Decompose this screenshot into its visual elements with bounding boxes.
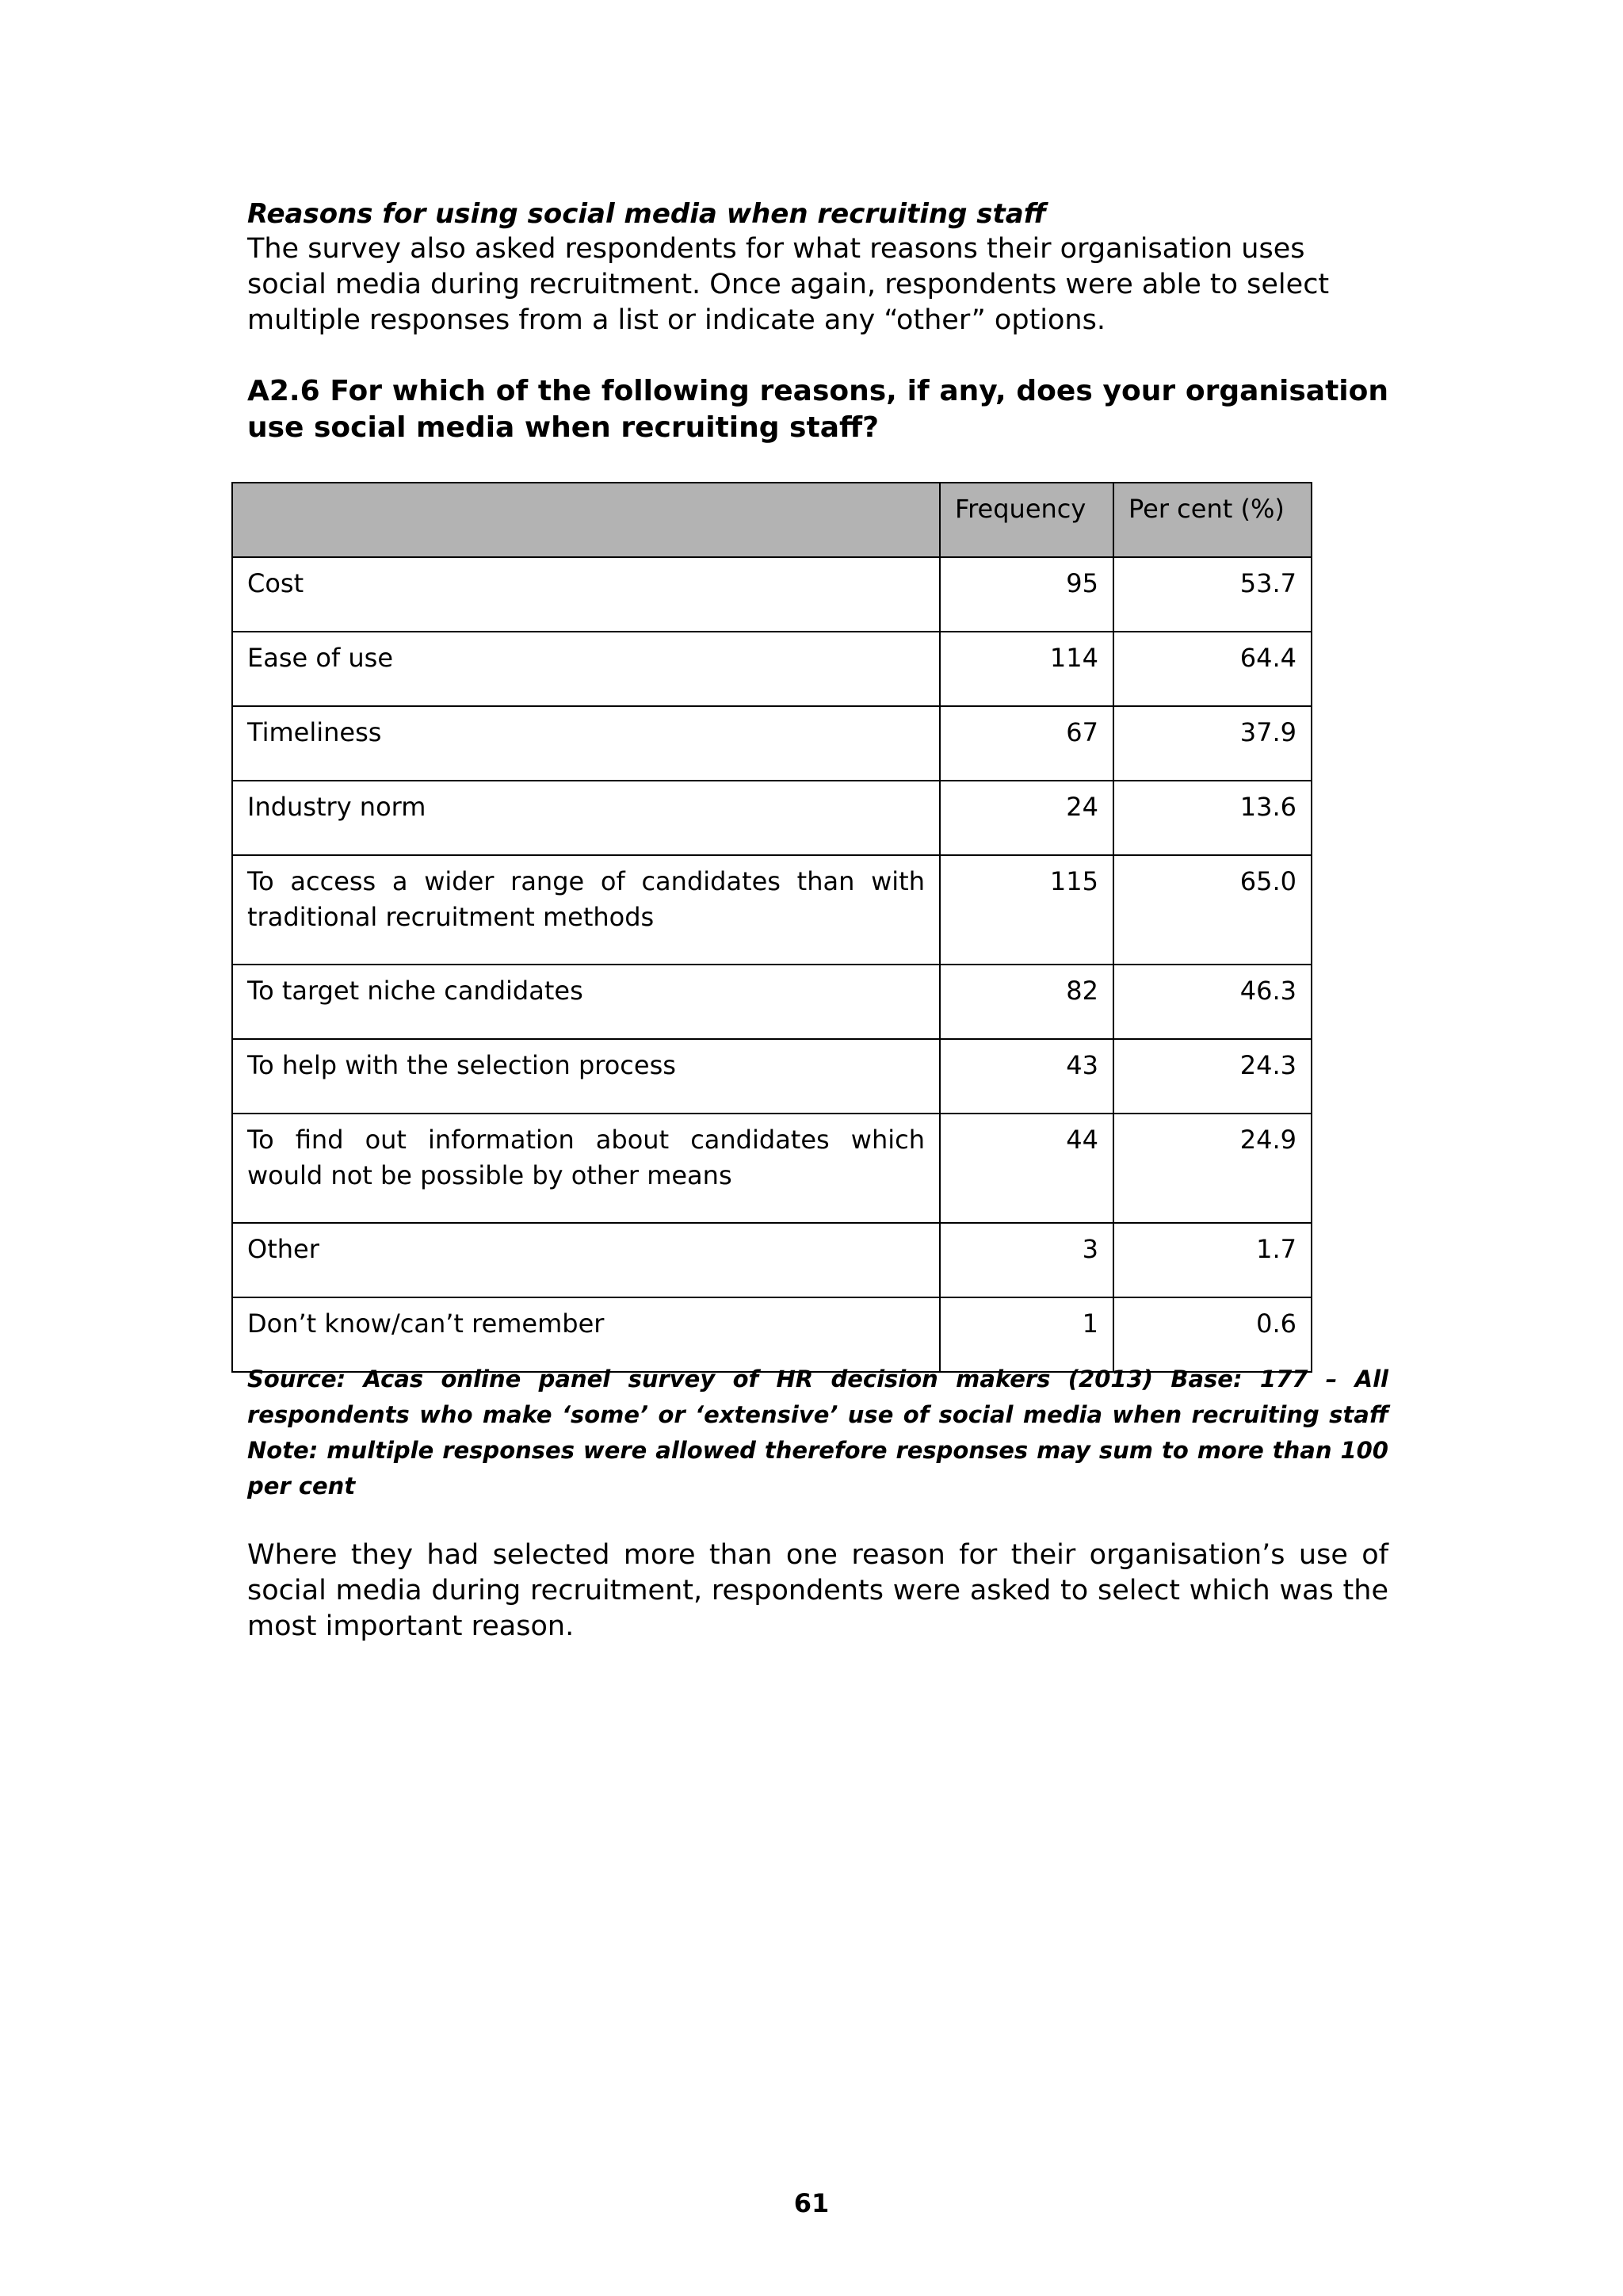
row-label: Cost xyxy=(232,557,940,632)
row-percent: 24.3 xyxy=(1113,1039,1312,1114)
closing-paragraph: Where they had selected more than one reason for their organisation’s use of social media during recruitment, respondents were asked to select which was the most important reason. xyxy=(247,1539,1388,1642)
row-frequency: 24 xyxy=(940,781,1113,855)
row-percent: 53.7 xyxy=(1113,557,1312,632)
row-percent: 1.7 xyxy=(1113,1223,1312,1297)
table-row xyxy=(232,1223,1312,1297)
table-row xyxy=(232,965,1312,1039)
row-frequency: 114 xyxy=(940,632,1113,706)
table-header-row xyxy=(232,483,1312,557)
row-frequency: 115 xyxy=(940,855,1113,965)
row-label: Other xyxy=(232,1223,940,1297)
table-row xyxy=(232,632,1312,706)
row-label: To target niche candidates xyxy=(232,965,940,1039)
header-percent: Per cent (%) xyxy=(1113,483,1312,557)
row-frequency: 44 xyxy=(940,1114,1113,1223)
table-row xyxy=(232,1039,1312,1114)
table-row xyxy=(232,1114,1312,1223)
table-row xyxy=(232,557,1312,632)
header-frequency: Frequency xyxy=(940,483,1113,557)
row-label: Ease of use xyxy=(232,632,940,706)
page-content xyxy=(247,197,1388,475)
table-row xyxy=(232,781,1312,855)
row-percent: 65.0 xyxy=(1113,855,1312,965)
row-percent: 46.3 xyxy=(1113,965,1312,1039)
row-frequency: 67 xyxy=(940,706,1113,781)
header-label xyxy=(232,483,940,557)
row-frequency: 3 xyxy=(940,1223,1113,1297)
row-label: Timeliness xyxy=(232,706,940,781)
row-percent: 64.4 xyxy=(1113,632,1312,706)
row-frequency: 82 xyxy=(940,965,1113,1039)
row-percent: 24.9 xyxy=(1113,1114,1312,1223)
row-label: Don’t know/can’t remember xyxy=(232,1297,940,1372)
reasons-table xyxy=(231,482,1312,1373)
table-row xyxy=(232,855,1312,965)
table-row xyxy=(232,706,1312,781)
row-percent: 13.6 xyxy=(1113,781,1312,855)
section-heading: Reasons for using social media when recruiting staff xyxy=(247,198,1047,230)
table-row xyxy=(232,1297,1312,1372)
row-percent: 0.6 xyxy=(1113,1297,1312,1372)
row-frequency: 95 xyxy=(940,557,1113,632)
row-frequency: 1 xyxy=(940,1297,1113,1372)
question-heading: A2.6 For which of the following reasons, if any, does your organisation use social media when recruiting staff? xyxy=(247,375,1388,444)
page-number: 61 xyxy=(793,2188,830,2218)
intro-paragraph: The survey also asked respondents for what reasons their organisation uses social media during recruitment. Once again, respondents were able to select multiple responses from a list or indicate any “other” options. xyxy=(247,233,1330,336)
row-label: To access a wider range of candidates than with traditional recruitment methods xyxy=(232,855,940,965)
row-percent: 37.9 xyxy=(1113,706,1312,781)
row-frequency: 43 xyxy=(940,1039,1113,1114)
row-label: Industry norm xyxy=(232,781,940,855)
source-note: Source: Acas online panel survey of HR decision makers (2013) Base: 177 – All respondents who make ‘some’ or ‘extensive’ use of social media when recruiting staff Note: multiple responses were allowed therefore responses may sum to more than 100 per cent xyxy=(247,1366,1388,1499)
row-label: To find out information about candidates which would not be possible by other means xyxy=(232,1114,940,1223)
row-label: To help with the selection process xyxy=(232,1039,940,1114)
